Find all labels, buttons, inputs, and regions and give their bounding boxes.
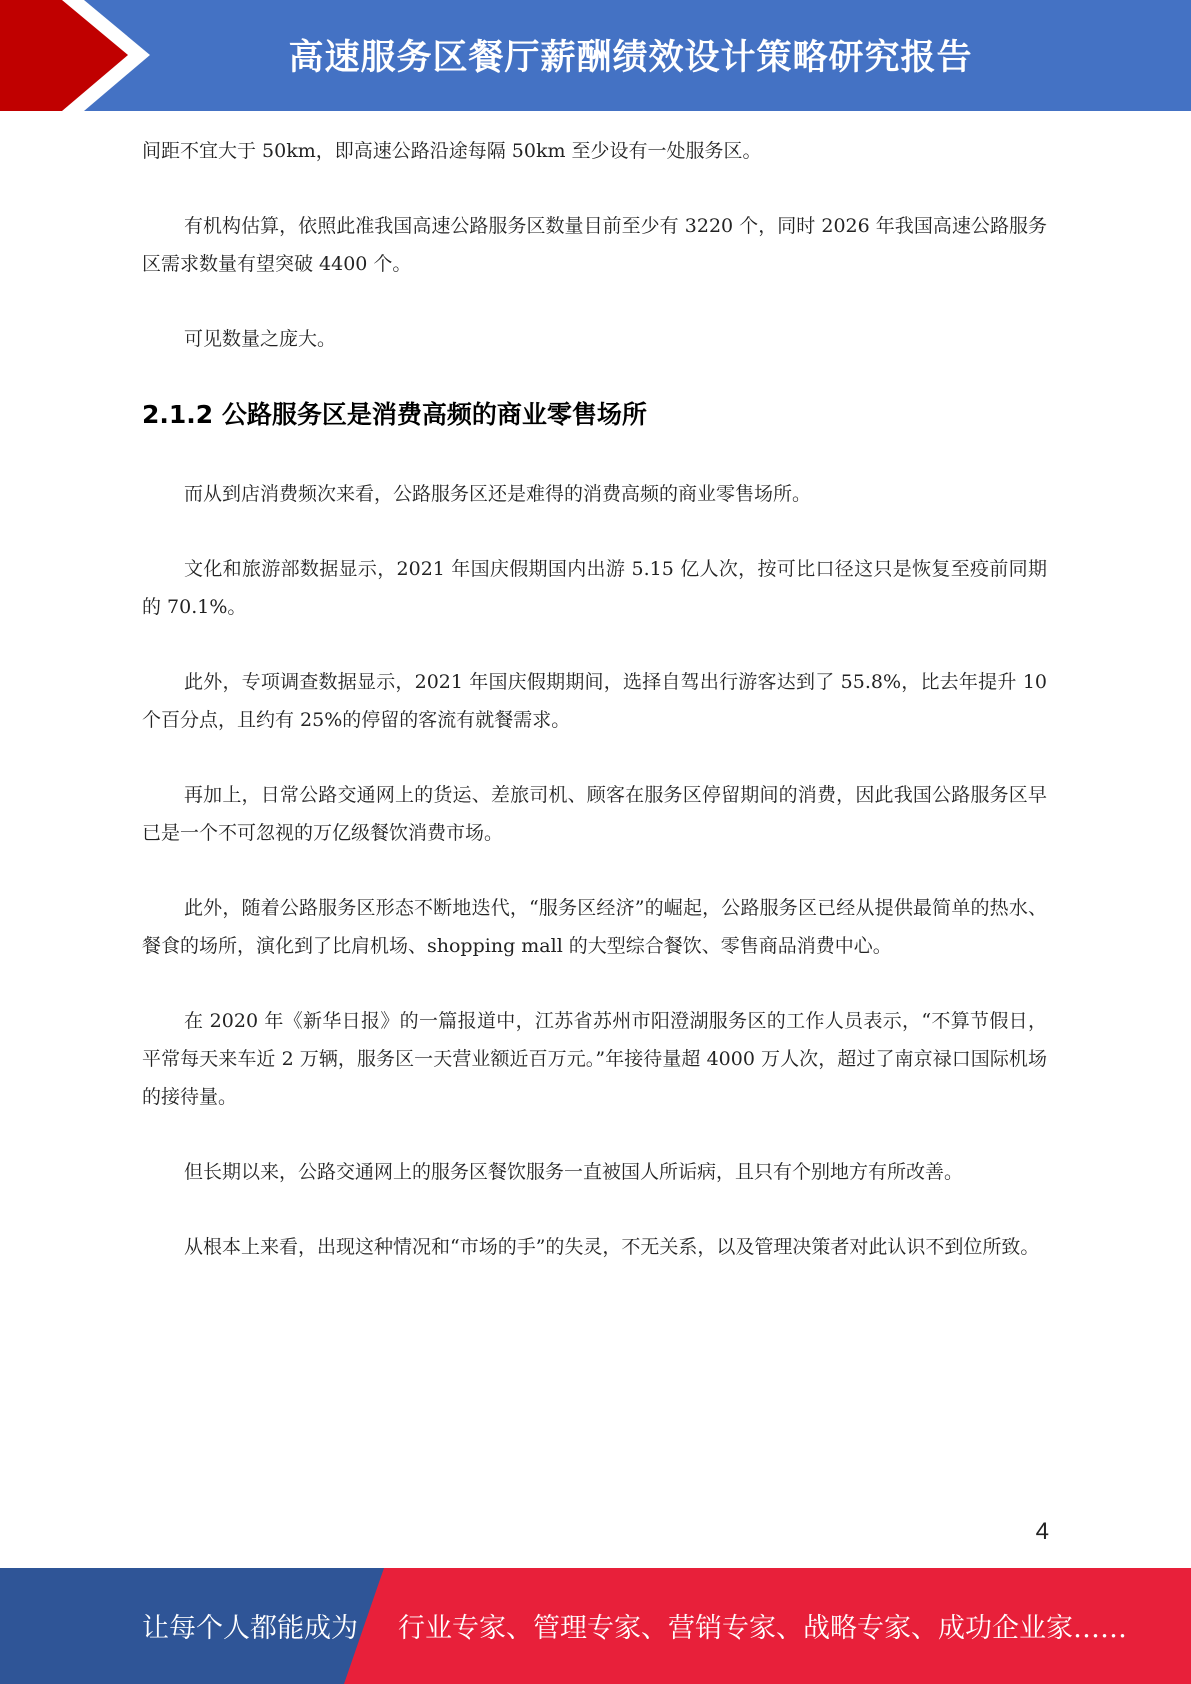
footer-slogan: 让每个人都能成为 [142, 1613, 358, 1644]
paragraph: 间距不宜大于 50km，即高速公路沿途每隔 50km 至少设有一处服务区。 [142, 140, 762, 162]
paragraph: 可见数量之庞大。 [184, 328, 337, 350]
paragraph: 从根本上来看，出现这种情况和“市场的手”的失灵，不无关系，以及管理决策者对此认识不到位所致。 [184, 1236, 1040, 1258]
page-number: 4 [1035, 1518, 1049, 1545]
paragraph: 再加上，日常公路交通网上的货运、差旅司机、顾客在服务区停留期间的消费，因此我国公路服务区早已是一个不可忽视的万亿级餐饮消费市场。 [142, 784, 1047, 844]
header-chevron-decoration [0, 0, 160, 111]
section-heading: 2.1.2 公路服务区是消费高频的商业零售场所 [142, 400, 647, 429]
footer-banner [0, 1568, 1191, 1684]
header-banner [0, 0, 1191, 111]
document-title: 高速服务区餐厅薪酬绩效设计策略研究报告 [288, 38, 973, 78]
main-content [142, 132, 1047, 1303]
paragraph: 而从到店消费频次来看，公路服务区还是难得的消费高频的商业零售场所。 [184, 483, 812, 505]
paragraph: 在 2020 年《新华日报》的一篇报道中，江苏省苏州市阳澄湖服务区的工作人员表示，“不算节假日，平常每天来车近 2 万辆，服务区一天营业额近百万元。”年接待量超 4000 万人次，超过了南京禄口国际机场的接待量。 [142, 1010, 1047, 1108]
paragraph: 文化和旅游部数据显示，2021 年国庆假期国内出游 5.15 亿人次，按可比口径这只是恢复至疫前同期的 70.1%。 [142, 558, 1047, 618]
paragraph: 有机构估算，依照此准我国高速公路服务区数量目前至少有 3220 个，同时 2026 年我国高速公路服务区需求数量有望突破 4400 个。 [142, 215, 1047, 275]
footer-roles: 行业专家、管理专家、营销专家、战略专家、成功企业家…… [398, 1613, 1127, 1644]
paragraph: 此外，随着公路服务区形态不断地迭代，“服务区经济”的崛起，公路服务区已经从提供最简单的热水、餐食的场所，演化到了比肩机场、shopping mall 的大型综合餐饮、零售商品消费中心。 [142, 897, 1047, 957]
paragraph: 此外，专项调查数据显示，2021 年国庆假期期间，选择自驾出行游客达到了 55.8%，比去年提升 10 个百分点，且约有 25%的停留的客流有就餐需求。 [142, 671, 1047, 731]
paragraph: 但长期以来，公路交通网上的服务区餐饮服务一直被国人所诟病，且只有个别地方有所改善。 [184, 1161, 964, 1183]
